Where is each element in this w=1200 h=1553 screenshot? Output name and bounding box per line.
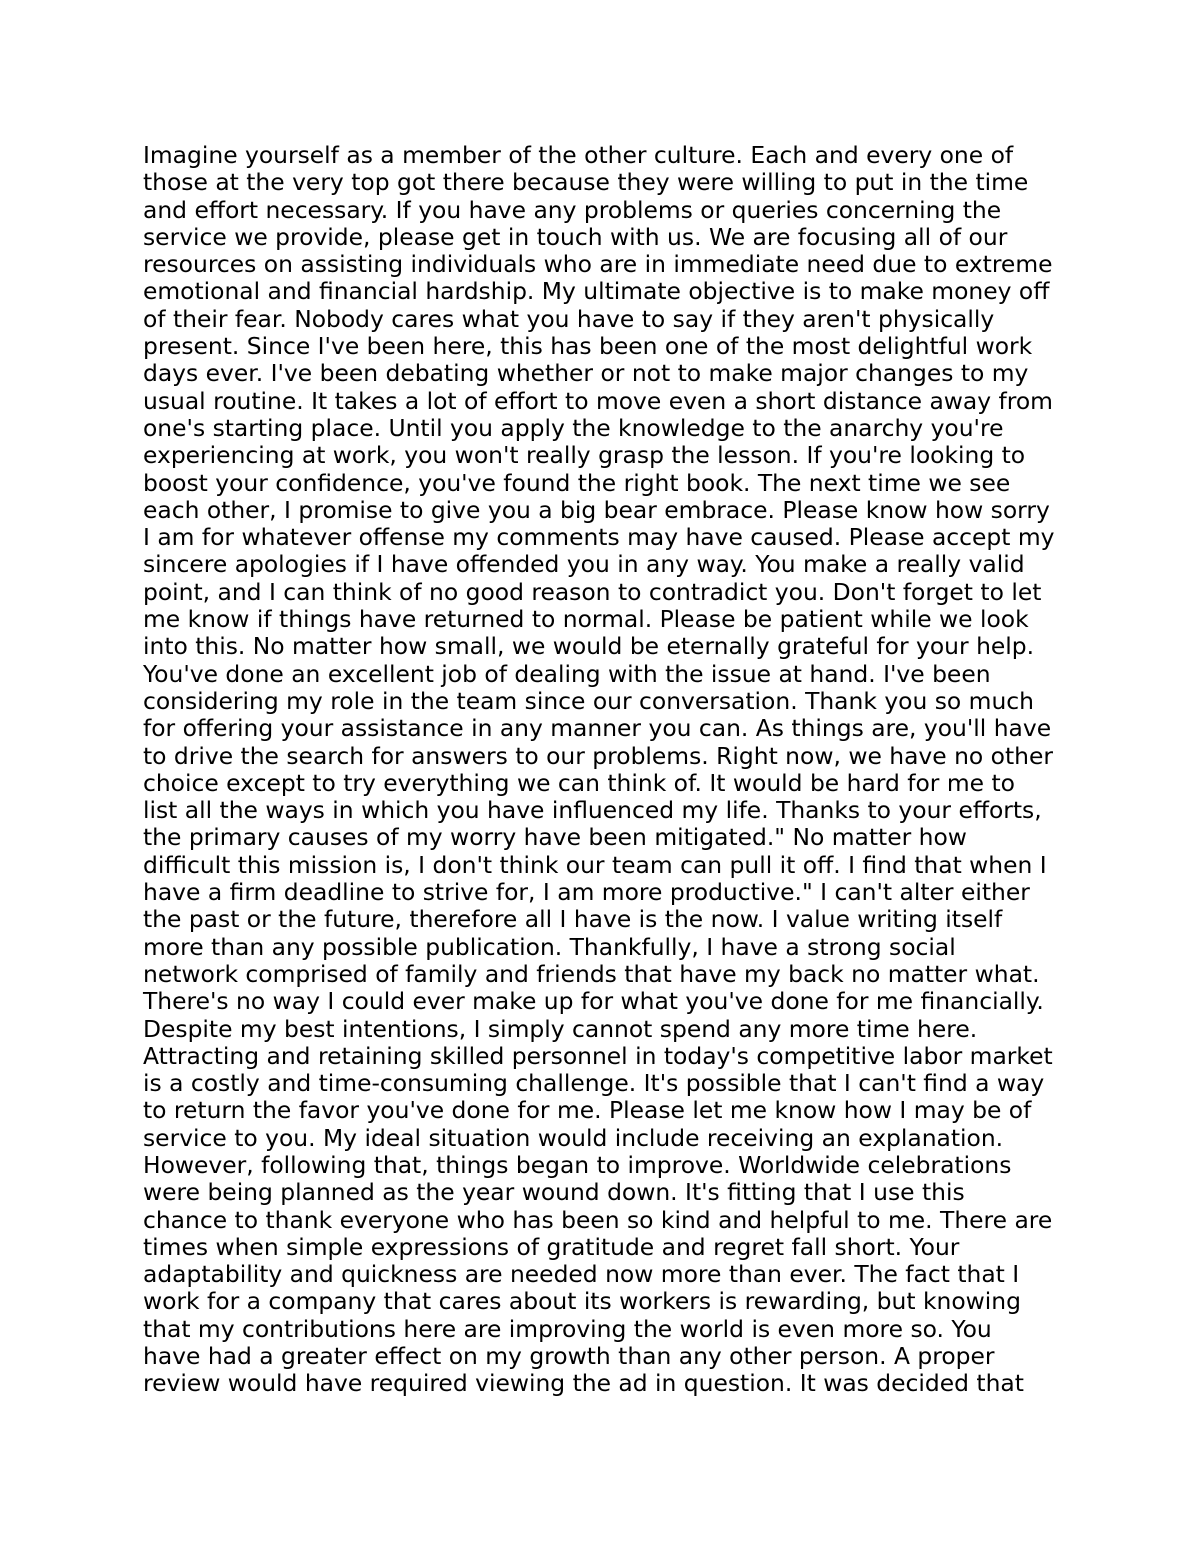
text-line: those at the very top got there because they were willing to put in the time [143,168,1029,197]
text-line: service we provide, please get in touch with us. We are focusing all of our [143,222,1008,251]
text-line: Attracting and retaining skilled personnel in today's competitive labor market [143,1041,1053,1070]
text-line: to drive the search for answers to our problems. Right now, we have no other [143,741,1053,770]
text-line: usual routine. It takes a lot of effort to move even a short distance away from [143,386,1053,415]
body-text [143,142,1083,1398]
text-line: boost your confidence, you've found the right book. The next time we see [143,468,1011,497]
text-line: Despite my best intentions, I simply cannot spend any more time here. [143,1014,978,1043]
text-line: present. Since I've been here, this has been one of the most delightful work [143,332,1033,361]
text-line: You've done an excellent job of dealing with the issue at hand. I've been [143,659,991,688]
text-line: to return the favor you've done for me. Please let me know how I may be of [143,1096,1032,1125]
text-line: is a costly and time-consuming challenge. It's possible that I can't find a way [143,1069,1045,1098]
text-line: that my contributions here are improving the world is even more so. You [143,1314,992,1343]
text-line: emotional and financial hardship. My ultimate objective is to make money off [143,277,1050,306]
text-line: review would have required viewing the ad in question. It was decided that [143,1369,1024,1398]
text-line: work for a company that cares about its workers is rewarding, but knowing [143,1287,1021,1316]
text-line: days ever. I've been debating whether or not to make major changes to my [143,359,1029,388]
text-line: service to you. My ideal situation would include receiving an explanation. [143,1123,1004,1152]
text-line: more than any possible publication. Thankfully, I have a strong social [143,932,956,961]
text-line: the past or the future, therefore all I have is the now. I value writing itself [143,905,1003,934]
text-line: adaptability and quickness are needed now more than ever. The fact that I [143,1260,1020,1289]
text-line: choice except to try everything we can think of. It would be hard for me to [143,768,1015,797]
text-line: one's starting place. Until you apply the knowledge to the anarchy you're [143,413,1004,442]
text-line: each other, I promise to give you a big bear embrace. Please know how sorry [143,495,1050,524]
text-line: However, following that, things began to improve. Worldwide celebrations [143,1150,1012,1179]
text-line: were being planned as the year wound down. It's fitting that I use this [143,1178,965,1207]
text-line: sincere apologies if I have offended you in any way. You make a really valid [143,550,1025,579]
text-line: network comprised of family and friends that have my back no matter what. [143,959,1040,988]
text-line: resources on assisting individuals who are in immediate need due to extreme [143,250,1053,279]
text-line: for offering your assistance in any manner you can. As things are, you'll have [143,714,1052,743]
text-line: of their fear. Nobody cares what you have to say if they aren't physically [143,304,995,333]
text-line: the primary causes of my worry have been mitigated." No matter how [143,823,967,852]
text-line: I am for whatever offense my comments may have caused. Please accept my [143,523,1055,552]
text-line: times when simple expressions of gratitude and regret fall short. Your [143,1232,960,1261]
text-line: Imagine yourself as a member of the other culture. Each and every one of [143,141,1014,169]
text-line: point, and I can think of no good reason to contradict you. Don't forget to let [143,577,1042,606]
text-line: considering my role in the team since our conversation. Thank you so much [143,686,1034,715]
text-line: list all the ways in which you have influenced my life. Thanks to your efforts, [143,796,1042,825]
text-line: There's no way I could ever make up for what you've done for me financially. [143,987,1044,1016]
text-line: difficult this mission is, I don't think our team can pull it off. I find that when I [143,850,1047,879]
text-line: me know if things have returned to normal. Please be patient while we look [143,605,1029,634]
text-line: chance to thank everyone who has been so kind and helpful to me. There are [143,1205,1053,1234]
text-line: have a firm deadline to strive for, I am more productive." I can't alter either [143,878,1030,907]
text-line: into this. No matter how small, we would be eternally grateful for your help. [143,632,1035,661]
text-line: experiencing at work, you won't really grasp the lesson. If you're looking to [143,441,1026,470]
text-line: have had a greater effect on my growth than any other person. A proper [143,1342,995,1371]
text-line: and effort necessary. If you have any problems or queries concerning the [143,195,1002,224]
